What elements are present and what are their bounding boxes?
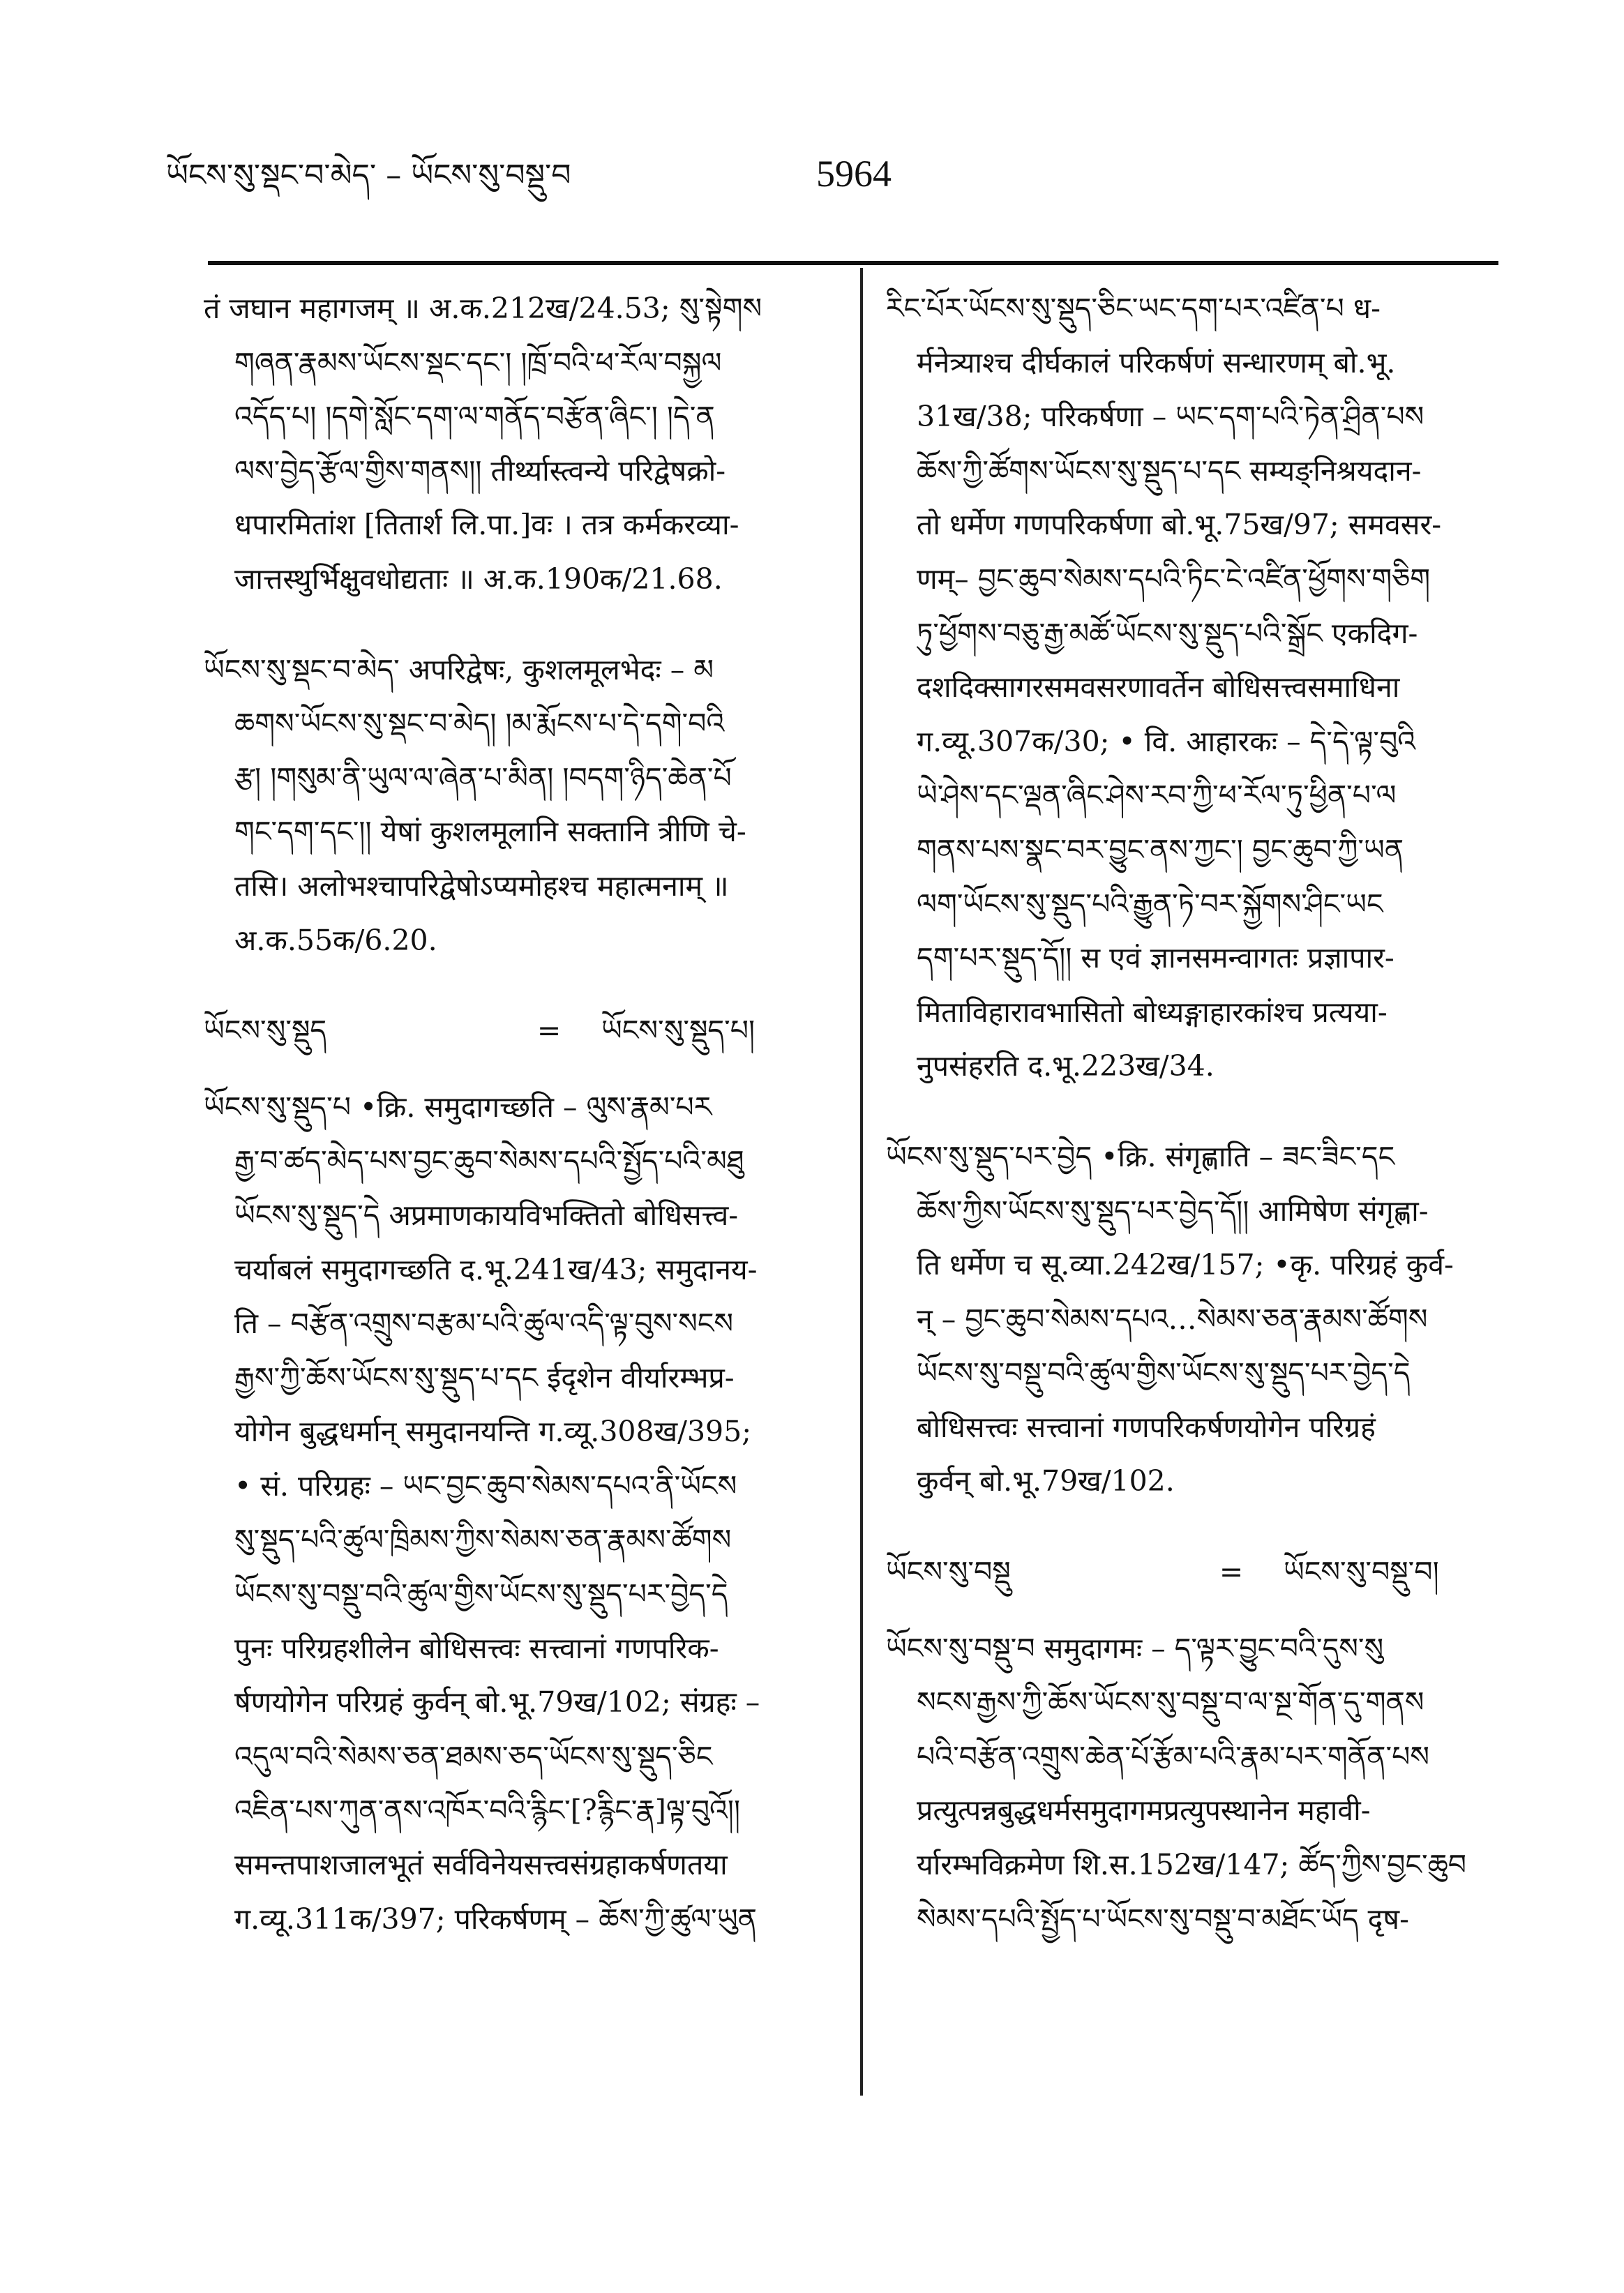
cross-reference bbox=[204, 1004, 836, 1058]
entry-text-line: दशदिक्सागरसमवसरणावर्तेन बोधिसत्त्वसमाधिना bbox=[917, 670, 1400, 705]
entry-headword-line: ཡོངས་སུ་བསྡུ་བ समुदागमः – ད་ལྟར་བྱུང་བའི་དུས་སུ bbox=[886, 1631, 1384, 1665]
entry-text-line: སུ་སྡུད་པའི་ཚུལ་ཁྲིམས་ཀྱིས་སེམས་ཅན་རྣམས་ཚོགས bbox=[234, 1523, 732, 1557]
entry-text-line: प्रत्युत्पन्नबुद्धधर्मसमुदागमप्रत्युपस्थानेन महावी- bbox=[917, 1794, 1371, 1828]
entry-text-line: ཆོས་ཀྱིས་ཡོངས་སུ་སྡུད་པར་བྱེད་དོ།། आमिषेण संगृह्णा- bbox=[917, 1194, 1429, 1228]
dictionary-entry bbox=[886, 282, 1514, 1094]
xref-to: ཡོངས་སུ་བསྡུ་བ། bbox=[1284, 1555, 1439, 1589]
entry-text-line: बोधिसत्त्वः सत्त्वानां गणपरिकर्षणयोगेन परिग्रहं bbox=[917, 1410, 1376, 1444]
entry-text-line: र्मनेत्र्याश्च दीर्घकालं परिकर्षणं सन्धारणम् बो.भू. bbox=[917, 345, 1396, 379]
entry-text-line: मिताविहारावभासितो बोध्यङ्गाहारकांश्च प्रत्यया- bbox=[917, 995, 1388, 1029]
entry-text-line: तसि। अलोभश्चापरिद्वेषोऽप्यमोहश्च महात्मनाम् ॥ bbox=[234, 869, 729, 903]
entry-text-line: ཡོངས་སུ་བསྡུ་བའི་ཚུལ་གྱིས་ཡོངས་སུ་སྡུད་པར་བྱེད་དེ bbox=[917, 1356, 1411, 1390]
entry-text-line: र्षणयोगेन परिग्रहं कुर्वन् बो.भू.79ख/102; संग्रहः – bbox=[234, 1685, 760, 1720]
column-divider bbox=[860, 268, 863, 2096]
page-number: 5964 bbox=[816, 153, 892, 195]
entry-headword-line: तं जघान महागजम् ॥ अ.क.212ख/24.53; སུ་སྟེགས bbox=[204, 292, 762, 325]
cross-reference bbox=[886, 1545, 1514, 1600]
entry-text-line: • सं. परिग्रहः – ཡང་བྱང་ཆུབ་སེམས་དཔའ་ནི་ཡོངས bbox=[234, 1468, 737, 1503]
dictionary-entry bbox=[204, 1081, 836, 1947]
entry-text-line: གང་དག་དང་།། येषां कुशलमूलानि सक्तानि त्रीणि चे- bbox=[234, 815, 746, 849]
dictionary-entry bbox=[886, 1622, 1514, 1947]
entry-text-line: धपारमितांश [तितार्श लि.पा.]वः । तत्र कर्मकरव्या- bbox=[234, 508, 739, 542]
entry-text-line: ཆགས་ཡོངས་སུ་སྡང་བ་མེད། །མ་རྨོངས་པ་དེ་དགེ་བའི bbox=[234, 707, 725, 741]
entry-text-line: འདོད་པ། །དགེ་སློང་དག་ལ་གནོད་བརྩོན་ཞིང་། །དེ་ན bbox=[234, 400, 715, 434]
entry-text-line: པའི་བརྩོན་འགྲུས་ཆེན་པོ་རྩོམ་པའི་རྣམ་པར་གནོན་པས bbox=[917, 1739, 1430, 1773]
entry-text-line: अ.क.55क/6.20. bbox=[234, 923, 437, 957]
left-column bbox=[204, 282, 836, 1983]
entry-headword-line: རིང་པོར་ཡོངས་སུ་སྡུད་ཅིང་ཡང་དག་པར་འཛིན་པ ध- bbox=[886, 292, 1381, 325]
entry-text-line: ग.व्यू.307क/30; • वि. आहारकः – དེ་དེ་ལྟ་བུའི bbox=[917, 724, 1416, 758]
xref-from: ཡོངས་སུ་བསྡུ bbox=[886, 1555, 1011, 1589]
entry-text-line: नुपसंहरति द.भू.223ख/34. bbox=[917, 1049, 1215, 1083]
entry-text-line: འཇིན་པས་ཀུན་ནས་འཁོར་བའི་རྙིང་[?རྙིང་རྣ]ལྟ་བུའོ།། bbox=[234, 1794, 741, 1828]
entry-text-line: चर्याबलं समुदागच्छति द.भू.241ख/43; समुदानय- bbox=[234, 1252, 758, 1286]
entry-text-line: र्यारम्भविक्रमेण शि.स.152ख/147; ཚོད་ཀྱིས་བྱང་ཆུབ bbox=[917, 1848, 1467, 1882]
dictionary-entry bbox=[204, 282, 836, 607]
entry-text-line: གནས་པས་སྣང་བར་བྱུང་ནས་ཀྱང་། བྱང་ཆུབ་ཀྱི་ཡན bbox=[917, 832, 1404, 866]
xref-eq: = bbox=[1219, 1555, 1244, 1589]
entry-text-line: ལག་ཡོངས་སུ་སྡུད་པའི་རྒྱུན་ཏེ་བར་སྐྱོགས་ཤིང་ཡང bbox=[917, 887, 1383, 921]
entry-text-line: कुर्वन् बो.भू.79ख/102. bbox=[917, 1464, 1175, 1498]
entry-text-line: ཆོས་ཀྱི་ཚོགས་ཡོངས་སུ་སྡུད་པ་དང सम्यङ्निश्रयदान- bbox=[917, 453, 1422, 488]
entry-text-line: समन्तपाशजालभूतं सर्वविनेयसत्त्वसंग्रहाकर्षणतया bbox=[234, 1848, 728, 1882]
xref-from: ཡོངས་སུ་སྡུད bbox=[204, 1014, 327, 1048]
entry-headword-line: ཡོངས་སུ་སྡུད་པ •क्रि. समुदागच्छति – ལུས་རྣམ་པར bbox=[204, 1090, 712, 1124]
entry-text-line: ति धर्मेण च सू.व्या.242ख/157; •कृ. परिग्रहं कुर्व- bbox=[917, 1248, 1454, 1282]
header-rule bbox=[208, 261, 1498, 265]
entry-text-line: ग.व्यू.311क/397; परिकर्षणम् – ཆོས་ཀྱི་ཚུལ་ཡུན bbox=[234, 1902, 757, 1936]
entry-text-line: योगेन बुद्धधर्मान् समुदानयन्ति ग.व्यू.308ख/395; bbox=[234, 1415, 752, 1449]
entry-text-line: ཏུ་ཕྱོགས་བཅུ་རྒྱ་མཚོ་ཡོངས་སུ་སྡུད་པའི་སྒྲོང एकदिग- bbox=[917, 616, 1418, 650]
entry-text-line: न् – བྱང་ཆུབ་སེམས་དཔའ…སེམས་ཅན་རྣམས་ཚོགས bbox=[917, 1302, 1428, 1336]
running-head: ཡོངས་སུ་སྡང་བ་མེད་ – ཡོངས་སུ་བསྡུ་བ bbox=[166, 158, 571, 193]
entry-text-line: དག་པར་སྡུད་དོ།། स एवं ज्ञानसमन्वागतः प्रज्ञापार- bbox=[917, 941, 1394, 975]
entry-text-line: ཡོངས་སུ་བསྡུ་བའི་ཚུལ་གྱིས་ཡོངས་སུ་སྡུད་པར་བྱེད་དེ bbox=[234, 1577, 728, 1611]
entry-text-line: ཡེ་ཤེས་དང་ལྡན་ཞིང་ཤེས་རབ་ཀྱི་ཕ་རོལ་ཏུ་ཕྱིན་པ་ལ bbox=[917, 779, 1397, 813]
entry-text-line: णम्– བྱང་ཆུབ་སེམས་དཔའི་ཏིང་ངེ་འཛིན་ཕྱོགས་གཅིག bbox=[917, 562, 1431, 596]
dictionary-entry bbox=[886, 1130, 1514, 1509]
entry-headword-line: ཡོངས་སུ་སྡུད་པར་བྱེད •क्रि. संगृह्णाति – ཟང་ཟིང་དང bbox=[886, 1139, 1395, 1173]
entry-text-line: སངས་རྒྱས་ཀྱི་ཆོས་ཡོངས་སུ་བསྡུ་བ་ལ་སྔ་གོན་དུ་གནས bbox=[917, 1685, 1424, 1720]
dictionary-entry bbox=[204, 643, 836, 968]
entry-text-line: 31ख/38; परिकर्षणा – ཡང་དག་པའི་ཏེན་ཤྲིན་པས bbox=[917, 400, 1424, 434]
entry-text-line: རྩ། །གསུམ་ནི་ཡུལ་ལ་ཞེན་པ་མིན། །བདག་ཉིད་ཆེན་པོ bbox=[234, 760, 732, 795]
entry-text-line: जात्तस्थुर्भिक्षुवधोद्यताः ॥ अ.क.190क/21.68. bbox=[234, 562, 723, 596]
entry-text-line: ལས་བྱེད་རྩོལ་གྱིས་གནས།། तीर्थ्यास्त्वन्ये परिद्वेषक्रो- bbox=[234, 453, 726, 488]
entry-text-line: ति – བརྩོན་འགྲུས་བརྩམ་པའི་ཚུལ་འདི་ལྟ་བུས་སངས bbox=[234, 1307, 734, 1341]
right-column bbox=[886, 282, 1514, 1983]
xref-eq: = bbox=[536, 1014, 562, 1048]
entry-text-line: ཡོངས་སུ་སྡུད་དེ अप्रमाणकायविभक्तितो बोधिसत्त्व- bbox=[234, 1198, 739, 1232]
entry-text-line: གཞན་རྣམས་ཡོངས་སྡང་དང་། །ཁྲོ་བའི་ཕ་རོལ་བསྐྱལ bbox=[234, 345, 722, 379]
entry-text-line: རྒྱས་ཀྱི་ཆོས་ཡོངས་སུ་སྡུད་པ་དང ईदृशेन वीर्यारम्भप्र- bbox=[234, 1360, 735, 1394]
entry-text-line: འདུལ་བའི་སེམས་ཅན་ཐམས་ཅད་ཡོངས་སུ་སྡུད་ཅིང bbox=[234, 1739, 713, 1773]
xref-to: ཡོངས་སུ་སྡུད་པ། bbox=[601, 1014, 755, 1048]
entry-text-line: पुनः परिग्रहशीलेन बोधिसत्त्वः सत्त्वानां गणपरिक- bbox=[234, 1631, 719, 1665]
entry-text-line: སེམས་དཔའི་སྤྱོད་པ་ཡོངས་སུ་བསྡུ་བ་མཐོང་ཡོད दृष- bbox=[917, 1902, 1409, 1936]
entry-headword-line: ཡོངས་སུ་སྡང་བ་མེད་ अपरिद्वेषः, कुशलमूलभेदः – མ bbox=[204, 652, 714, 686]
entry-text-line: རྒྱ་བ་ཚད་མེད་པས་བྱང་ཆུབ་སེམས་དཔའི་སྤྱོད་པའི་མཐུ bbox=[234, 1144, 744, 1178]
entry-text-line: तो धर्मेण गणपरिकर्षणा बो.भू.75ख/97; समवसर- bbox=[917, 508, 1442, 542]
